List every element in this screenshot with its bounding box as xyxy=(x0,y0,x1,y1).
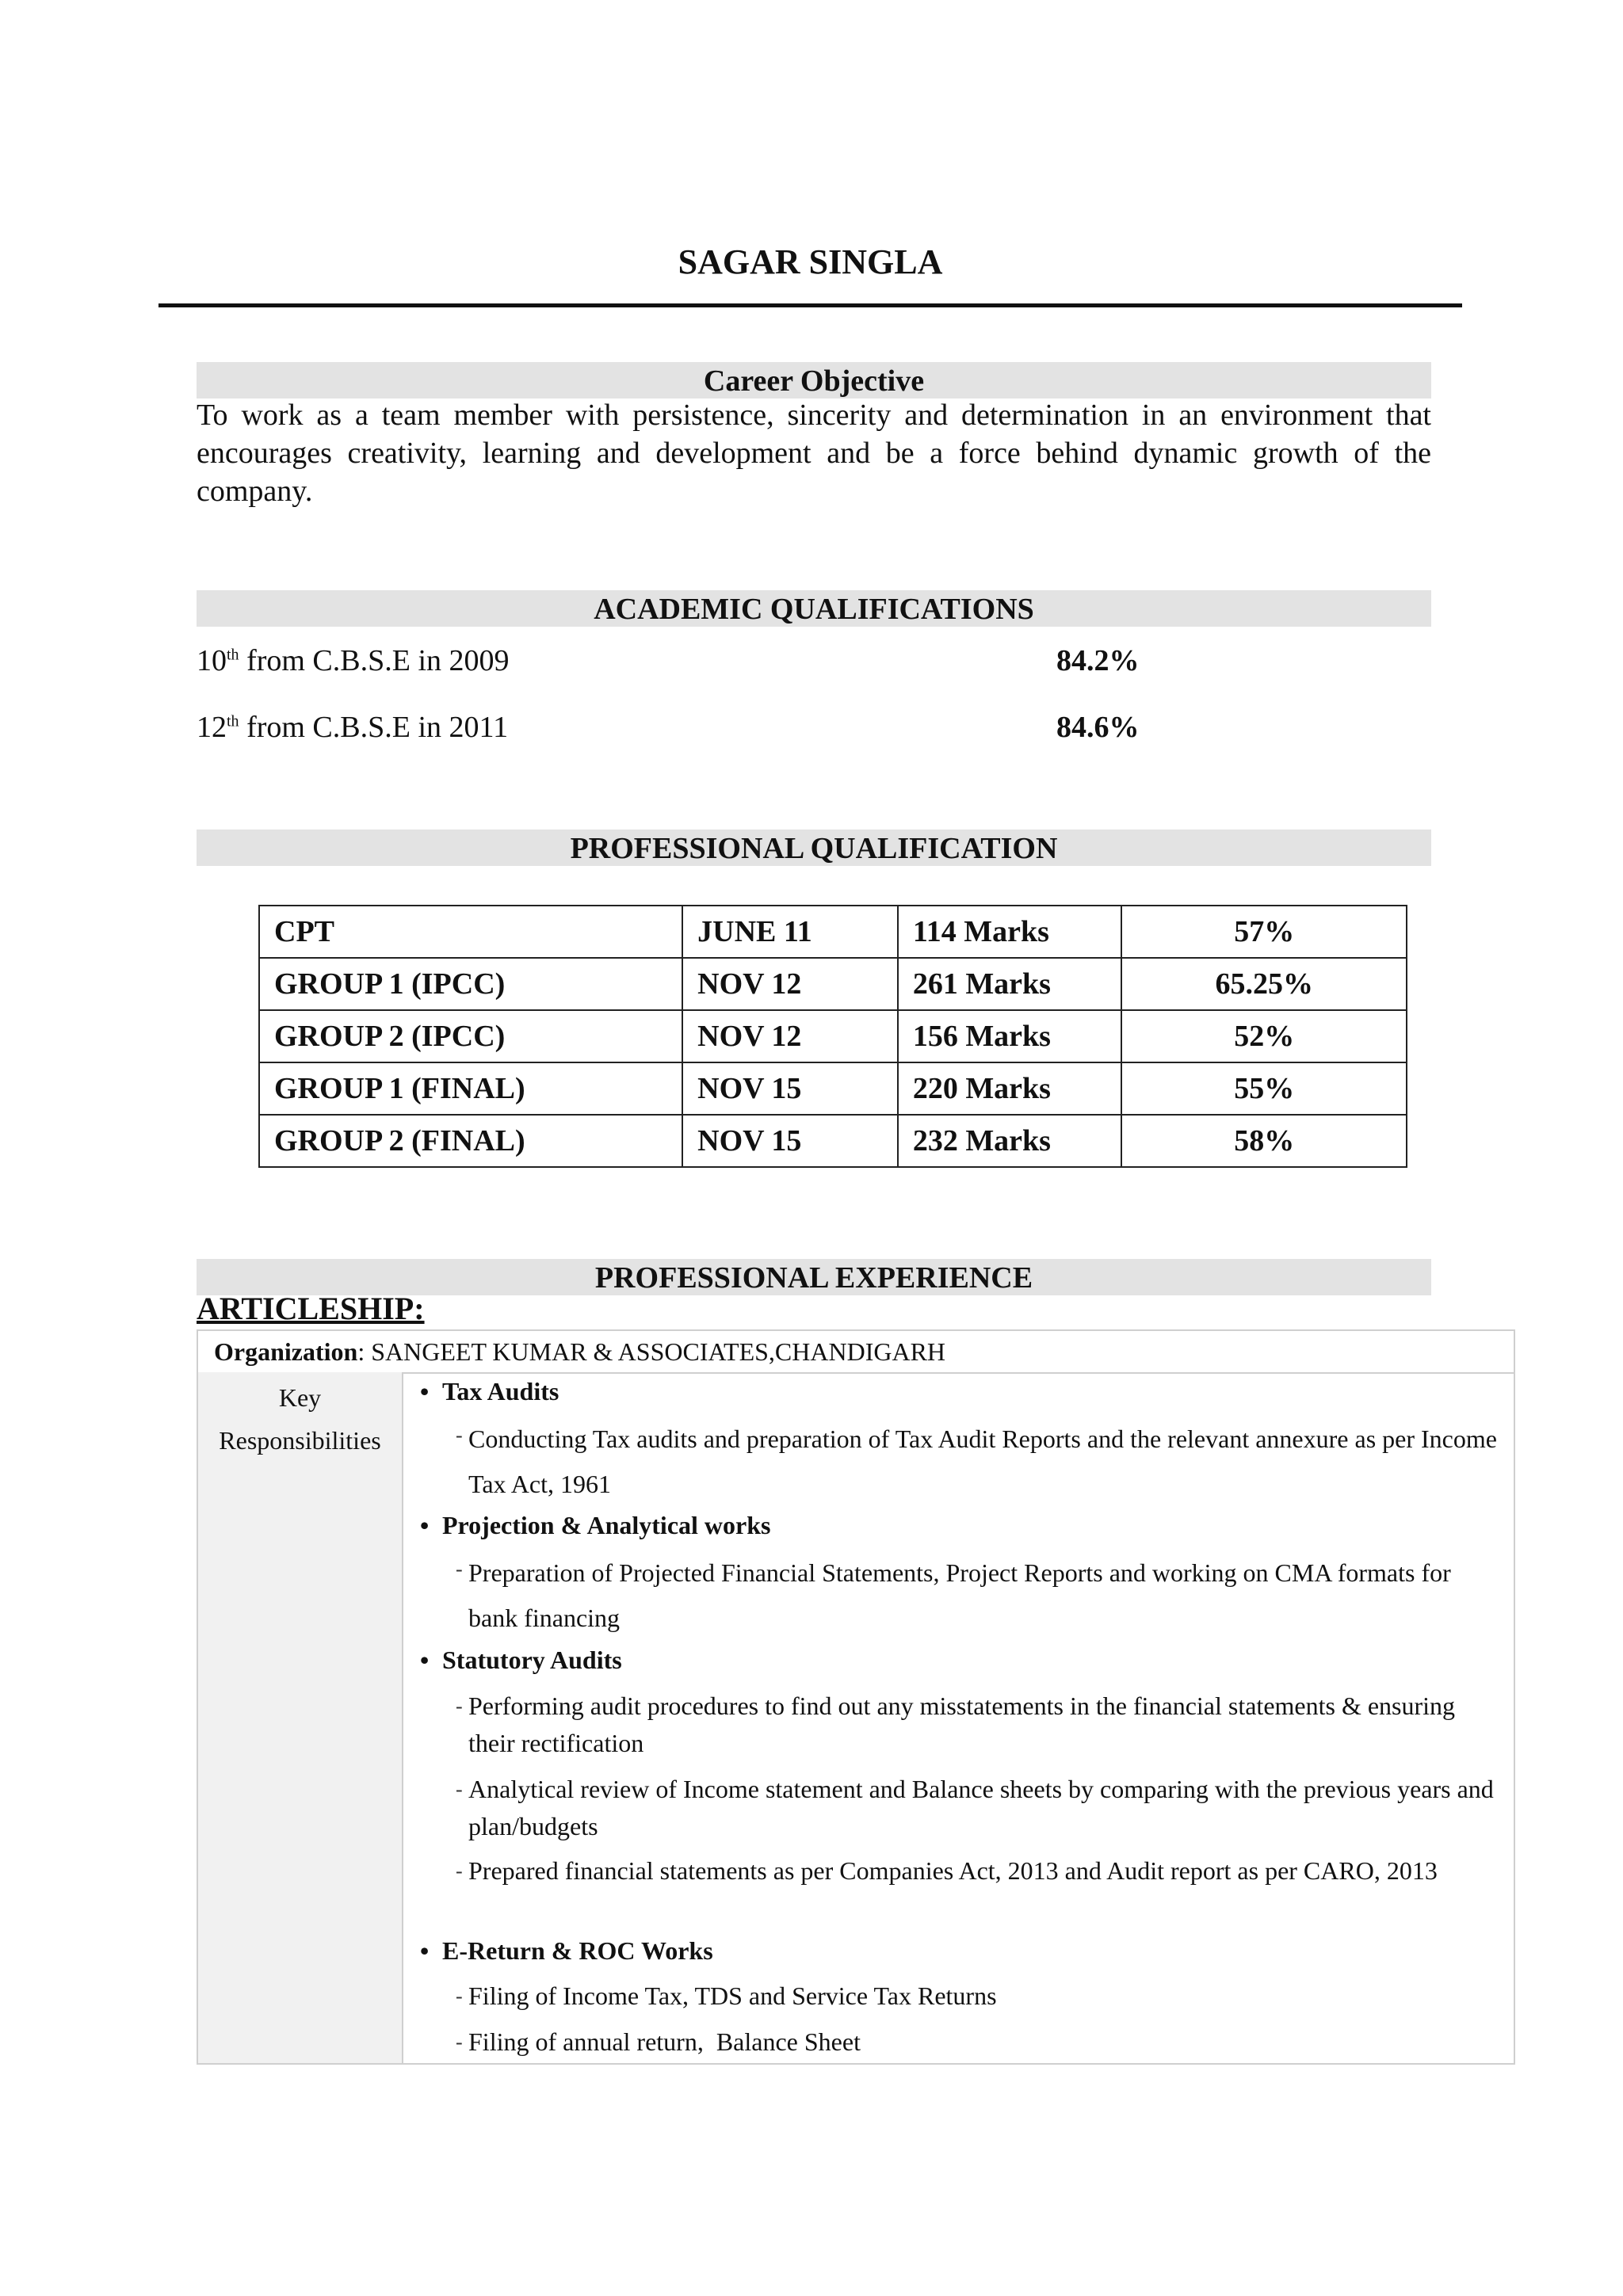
exam-date: NOV 12 xyxy=(682,958,898,1010)
experience-box xyxy=(197,1329,1515,2065)
organization-value: : SANGEET KUMAR & ASSOCIATES,CHANDIGARH xyxy=(357,1337,946,1366)
dash-icon: - xyxy=(456,2031,463,2054)
grade-suffix: th xyxy=(227,646,239,664)
responsibility-item xyxy=(456,1771,1502,1845)
exam-marks: 156 Marks xyxy=(898,1010,1122,1062)
item-text: Filing of annual return, Balance Sheet xyxy=(468,2027,861,2056)
responsibility-item xyxy=(456,1978,1502,2015)
dash-icon: - xyxy=(456,1778,463,1801)
dash-icon: - xyxy=(456,1985,463,2008)
exam-name: GROUP 1 (IPCC) xyxy=(259,958,682,1010)
career-objective-heading: Career Objective xyxy=(197,362,1431,399)
exam-percent: 52% xyxy=(1121,1010,1407,1062)
professional-experience-heading: PROFESSIONAL EXPERIENCE xyxy=(197,1259,1431,1295)
organization-row xyxy=(198,1331,1514,1374)
responsibility-item xyxy=(456,1688,1502,1762)
bullet-icon: • xyxy=(420,1936,430,1965)
exam-marks: 114 Marks xyxy=(898,906,1122,958)
responsibility-item xyxy=(456,1417,1502,1507)
grade-number: 10 xyxy=(197,644,227,677)
exam-date: NOV 15 xyxy=(682,1115,898,1167)
item-text: Filing of Income Tax, TDS and Service Tax Returns xyxy=(468,1981,997,2010)
academic-score: 84.6% xyxy=(1056,711,1140,744)
responsibility-bullet xyxy=(420,1936,713,1966)
responsibility-bullet xyxy=(420,1511,770,1540)
career-objective-text: To work as a team member with persistence, sincerity and determination in an environment that encourages creativity, learning and development and be a force behind dynamic growth of the company. xyxy=(197,399,1431,508)
bullet-icon: • xyxy=(420,1511,430,1539)
academic-score: 84.2% xyxy=(1056,644,1140,677)
bullet-title: Statutory Audits xyxy=(442,1646,622,1674)
professional-qualification-table xyxy=(258,905,1407,1168)
organization-label: Organization xyxy=(214,1337,358,1366)
academic-label xyxy=(197,710,508,745)
exam-marks: 232 Marks xyxy=(898,1115,1122,1167)
responsibility-bullet xyxy=(420,1646,622,1675)
item-text: Performing audit procedures to find out any misstatements in the financial statements & ensuring their rectification xyxy=(468,1691,1456,1757)
exam-marks: 261 Marks xyxy=(898,958,1122,1010)
academic-heading: ACADEMIC QUALIFICATIONS xyxy=(197,590,1431,627)
responsibility-item xyxy=(456,1550,1502,1641)
table-row xyxy=(259,906,1407,958)
responsibilities-list xyxy=(403,1372,1512,2063)
grade-number: 12 xyxy=(197,711,227,744)
key-responsibilities-label xyxy=(198,1372,403,2063)
responsibility-bullet xyxy=(420,1377,559,1406)
table-row xyxy=(259,1115,1407,1167)
exam-percent: 57% xyxy=(1121,906,1407,958)
name-divider xyxy=(158,303,1462,307)
dash-icon: - xyxy=(456,1558,463,1581)
articleship-heading: ARTICLESHIP: xyxy=(197,1291,425,1326)
grade-suffix: th xyxy=(227,712,239,730)
exam-name: GROUP 2 (FINAL) xyxy=(259,1115,682,1167)
exam-date: JUNE 11 xyxy=(682,906,898,958)
responsibility-item xyxy=(456,2023,1502,2061)
grade-board: from C.B.S.E in 2009 xyxy=(239,644,510,677)
exam-percent: 55% xyxy=(1121,1062,1407,1115)
dash-icon: - xyxy=(456,1859,463,1882)
exam-marks: 220 Marks xyxy=(898,1062,1122,1115)
item-text: Conducting Tax audits and preparation of Tax Audit Reports and the relevant annexure as per Income Tax Act, 1961 xyxy=(468,1425,1497,1498)
exam-date: NOV 15 xyxy=(682,1062,898,1115)
item-text: Prepared financial statements as per Companies Act, 2013 and Audit report as per CARO, 2013 xyxy=(468,1856,1438,1885)
bullet-title: Tax Audits xyxy=(442,1377,559,1405)
organization-text xyxy=(214,1337,945,1367)
academic-label xyxy=(197,643,510,678)
exam-name: GROUP 1 (FINAL) xyxy=(259,1062,682,1115)
bullet-icon: • xyxy=(420,1377,430,1405)
dash-icon: - xyxy=(456,1424,463,1447)
exam-date: NOV 12 xyxy=(682,1010,898,1062)
key-label-line2: Responsibilities xyxy=(219,1426,381,1455)
key-label-line1: Key xyxy=(278,1383,322,1412)
table-row xyxy=(259,1062,1407,1115)
responsibility-item xyxy=(456,1852,1502,1890)
table-row xyxy=(259,1010,1407,1062)
candidate-name: SAGAR SINGLA xyxy=(678,242,943,281)
bullet-title: Projection & Analytical works xyxy=(442,1511,771,1539)
item-text: Preparation of Projected Financial Statements, Project Reports and working on CMA formats for bank financing xyxy=(468,1558,1451,1632)
bullet-title: E-Return & ROC Works xyxy=(442,1936,713,1965)
grade-board: from C.B.S.E in 2011 xyxy=(239,711,509,744)
exam-percent: 58% xyxy=(1121,1115,1407,1167)
exam-percent: 65.25% xyxy=(1121,958,1407,1010)
bullet-icon: • xyxy=(420,1646,430,1674)
professional-qualification-heading: PROFESSIONAL QUALIFICATION xyxy=(197,830,1431,866)
exam-name: CPT xyxy=(259,906,682,958)
table-row xyxy=(259,958,1407,1010)
exam-name: GROUP 2 (IPCC) xyxy=(259,1010,682,1062)
item-text: Analytical review of Income statement and Balance sheets by comparing with the previous years and plan/budgets xyxy=(468,1775,1494,1840)
dash-icon: - xyxy=(456,1695,463,1718)
